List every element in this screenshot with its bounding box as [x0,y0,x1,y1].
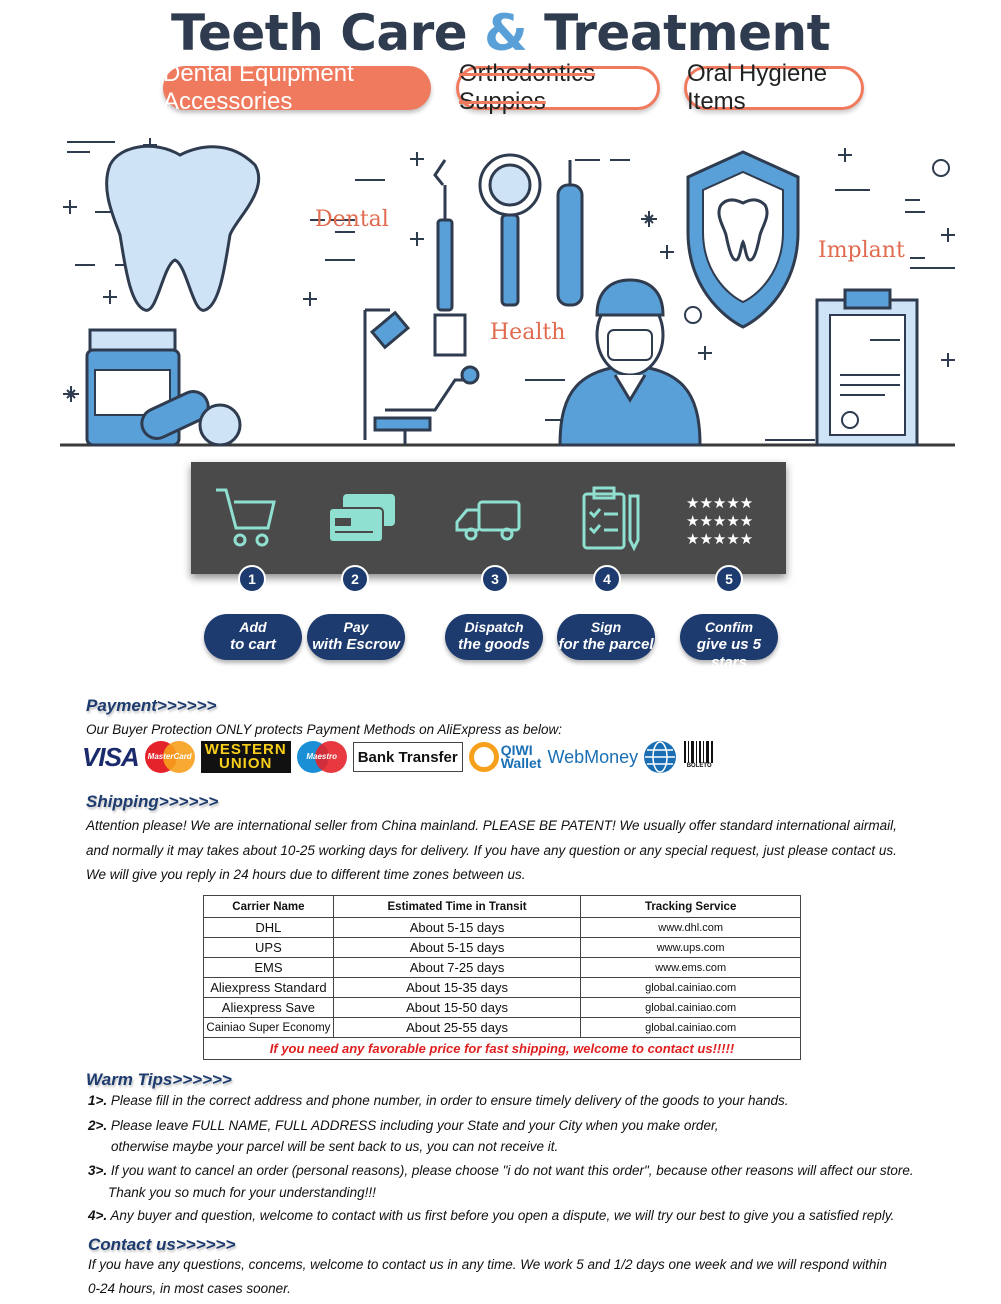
table-row [204,918,801,938]
transit-cell: About 7-25 days [333,958,581,978]
cart-icon [212,484,278,552]
shipping-text-line: We will give you reply in 24 hours due to different time zones between us. [86,867,526,882]
carrier-cell: UPS [204,938,334,958]
tab-label: Orthodontics Suppies [459,60,596,115]
column-header: Carrier Name [204,896,334,918]
tip-number: 4>. [88,1208,108,1223]
tracking-cell: global.cainiao.com [581,1018,801,1038]
carrier-cell: Aliexpress Save [204,998,334,1018]
contact-text-line: 0-24 hours, in most cases sooner. [88,1281,291,1296]
maestro-text: Maestro [306,752,338,761]
payment-logos [82,740,716,774]
illustration-label-implant: Implant [818,238,905,263]
step-add-to-cart-button[interactable] [204,614,302,660]
carrier-cell: EMS [204,958,334,978]
step-label: Sign [590,619,622,635]
tracking-cell: www.ems.com [581,958,801,978]
illustration-label-health: Health [490,320,566,345]
step-sublabel: with Escrow [312,636,400,653]
step-dispatch-button[interactable] [445,614,543,660]
stars-icon [684,484,764,552]
payment-heading: Payment>>>>>> [86,696,217,715]
table-note-row [204,1038,801,1060]
table-header-row [204,896,801,918]
step-sublabel: give us 5 stars [696,636,762,671]
step-sign-button[interactable] [557,614,655,660]
tracking-cell: global.cainiao.com [581,978,801,998]
step-label: Add [239,619,267,635]
svg-text:★★★★★: ★★★★★ [686,494,754,512]
dental-illustration [55,120,960,455]
tip-text: Please fill in the correct address and phone number, in order to ensure timely delivery of the goods to your hands. [107,1093,789,1108]
step-sublabel: for the parcel [558,636,654,653]
tip-item [88,1118,718,1133]
wu-line1: WESTERN [204,741,287,758]
svg-text:★★★★★: ★★★★★ [686,530,754,548]
payment-text: Our Buyer Protection ONLY protects Payment Methods on AliExpress as below: [86,722,562,737]
step-number: 1 [238,565,266,593]
step-sublabel: to cart [230,636,276,653]
column-header: Tracking Service [581,896,801,918]
globe-icon [644,741,676,773]
svg-text:★★★★★: ★★★★★ [686,512,754,530]
tracking-cell: www.dhl.com [581,918,801,938]
tip-item [88,1163,914,1178]
step-number: 5 [715,565,743,593]
tracking-cell: www.ups.com [581,938,801,958]
tip-number: 1>. [88,1093,108,1108]
shipping-note: If you need any favorable price for fast shipping, welcome to contact us!!!!! [204,1038,801,1060]
tip-text: Any buyer and question, welcome to contact with us first before you open a dispute, we will try our best to give you a satisfied reply. [107,1208,895,1223]
tip-text: If you want to cancel an order (personal reasons), please choose "i do not want this order", because other reasons will affect our store. [107,1163,914,1178]
maestro-logo [297,741,347,773]
tab-label: Oral Hygiene Items [687,60,828,115]
western-union-logo [201,741,291,773]
shipping-text-line: Attention please! We are international seller from China mainland. PLEASE BE PATENT! We usually offer standard international airmail, [86,818,897,833]
bank-transfer-logo: Bank Transfer [353,742,463,772]
step-sublabel: the goods [458,636,530,653]
tab-label: Dental Equipment Accessories [163,60,354,115]
column-header: Estimated Time in Transit [333,896,581,918]
carrier-cell: Aliexpress Standard [204,978,334,998]
tip-continuation: Thank you so much for your understanding!!! [108,1185,376,1200]
tip-number: 3>. [88,1163,108,1178]
step-confirm-button[interactable] [680,614,778,671]
warm-tips-heading: Warm Tips>>>>>> [86,1070,232,1089]
step-number: 2 [341,565,369,593]
mastercard-text: MasterCard [147,752,192,761]
table-row [204,958,801,978]
contact-heading: Contact us>>>>>> [88,1235,236,1254]
table-row [204,998,801,1018]
tab-orthodontics[interactable] [456,60,660,115]
page-title [0,4,1001,62]
carrier-cell: DHL [204,918,334,938]
tip-item [88,1208,894,1223]
transit-cell: About 15-50 days [333,998,581,1018]
webmoney-logo: WebMoney [547,746,639,767]
table-row [204,978,801,998]
shipping-heading: Shipping>>>>>> [86,792,219,811]
step-pay-button[interactable] [307,614,405,660]
carrier-cell: Cainiao Super Economy [204,1018,334,1038]
table-row [204,1018,801,1038]
step-label: Dispatch [464,619,524,635]
table-row [204,938,801,958]
tab-oral-hygiene[interactable] [684,60,864,115]
step-number: 4 [593,565,621,593]
transit-cell: About 25-55 days [333,1018,581,1038]
shipping-table [203,895,801,1060]
mastercard-logo [145,741,195,773]
transit-cell: About 5-15 days [333,918,581,938]
title-part2: Treatment [527,4,830,62]
step-number: 3 [481,565,509,593]
tip-item [88,1093,789,1108]
boleto-logo [682,741,716,773]
boleto-text: BOLETO [686,763,712,769]
title-ampersand: & [484,4,528,62]
wu-line2: UNION [219,755,273,772]
shipping-text-line: and normally it may takes about 10-25 working days for delivery. If you have any question or any special request, just please contact us. [86,843,897,858]
visa-logo: VISA [82,741,139,772]
step-label: Pay [343,619,369,635]
clipboard-icon [578,484,644,554]
credit-card-icon [325,484,399,552]
qiwi-line2: Wallet [500,755,542,771]
tip-number: 2>. [88,1118,108,1133]
tip-text: Please leave FULL NAME, FULL ADDRESS including your State and your City when you make order, [107,1118,719,1133]
illustration-label-dental: Dental [315,207,389,232]
transit-cell: About 15-35 days [333,978,581,998]
qiwi-logo [469,742,542,772]
tab-dental-equipment[interactable] [163,60,431,115]
tracking-cell: global.cainiao.com [581,998,801,1018]
step-label: Confim [704,619,754,635]
qiwi-line1: QIWI [500,742,533,758]
contact-text-line: If you have any questions, concems, welcome to contact us in any time. We work 5 and 1/2 days one week and we will respond within [88,1257,887,1272]
transit-cell: About 5-15 days [333,938,581,958]
truck-icon [453,484,525,552]
tip-continuation: otherwise maybe your parcel will be sent back to us, you can not receive it. [111,1139,559,1154]
title-part1: Teeth Care [171,4,485,62]
